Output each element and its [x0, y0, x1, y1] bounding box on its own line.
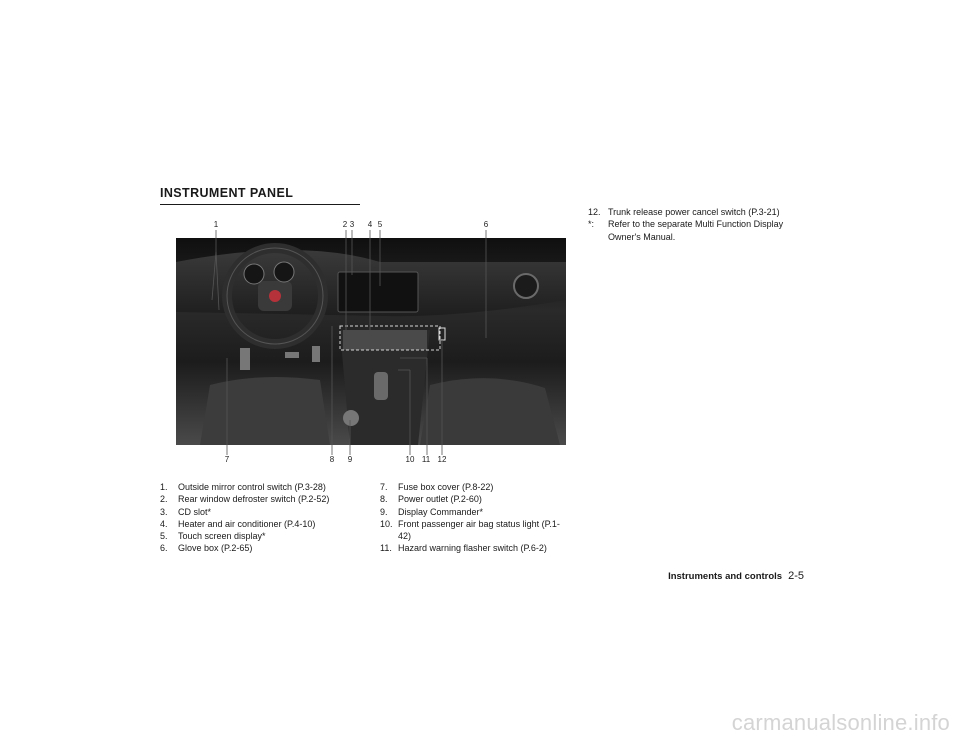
callout-7: 7 [224, 455, 230, 464]
callout-10: 10 [405, 455, 415, 464]
watermark: carmanualsonline.info [731, 710, 950, 735]
list-item: 5. Touch screen display* [160, 531, 266, 542]
legend-list-col3 [588, 206, 806, 243]
legend-list-col2 [380, 481, 570, 555]
callout-2: 2 [342, 220, 348, 229]
callout-9: 9 [347, 455, 353, 464]
section-title: INSTRUMENT PANEL [160, 186, 360, 205]
list-item: 3. CD slot* [160, 506, 212, 517]
footer-section-name: Instruments and controls [668, 571, 783, 582]
callout-12: 12 [437, 455, 447, 464]
callout-1: 1 [213, 220, 219, 229]
page-footer [618, 570, 804, 582]
list-item: 6. Glove box (P.2-65) [160, 543, 253, 554]
list-item: 8. Power outlet (P.2-60) [380, 494, 482, 505]
list-item: 2. Rear window defroster switch (P.2-52) [160, 494, 330, 505]
list-item: 9. Display Commander* [380, 506, 484, 517]
list-item: 7. Fuse box cover (P.8-22) [380, 482, 494, 492]
callout-4: 4 [367, 220, 373, 229]
callout-8: 8 [329, 455, 335, 464]
callout-6: 6 [483, 220, 489, 229]
callout-5: 5 [377, 220, 383, 229]
list-item: 11. Hazard warning flasher switch (P.6-2) [380, 543, 547, 554]
list-item: 1. Outside mirror control switch (P.3-28) [160, 482, 326, 492]
list-item: 12. Trunk release power cancel switch (P.3-21) [588, 207, 780, 217]
list-item: 10. Front passenger air bag status light (P.1-42) [380, 518, 560, 542]
legend-list-col1 [160, 481, 360, 555]
callout-3: 3 [349, 220, 355, 229]
list-item: *: Refer to the separate Multi Function Display Owner's Manual. [588, 219, 784, 242]
callout-11: 11 [421, 455, 431, 464]
list-item: 4. Heater and air conditioner (P.4-10) [160, 518, 316, 529]
page-number: 2-5 [788, 570, 804, 582]
